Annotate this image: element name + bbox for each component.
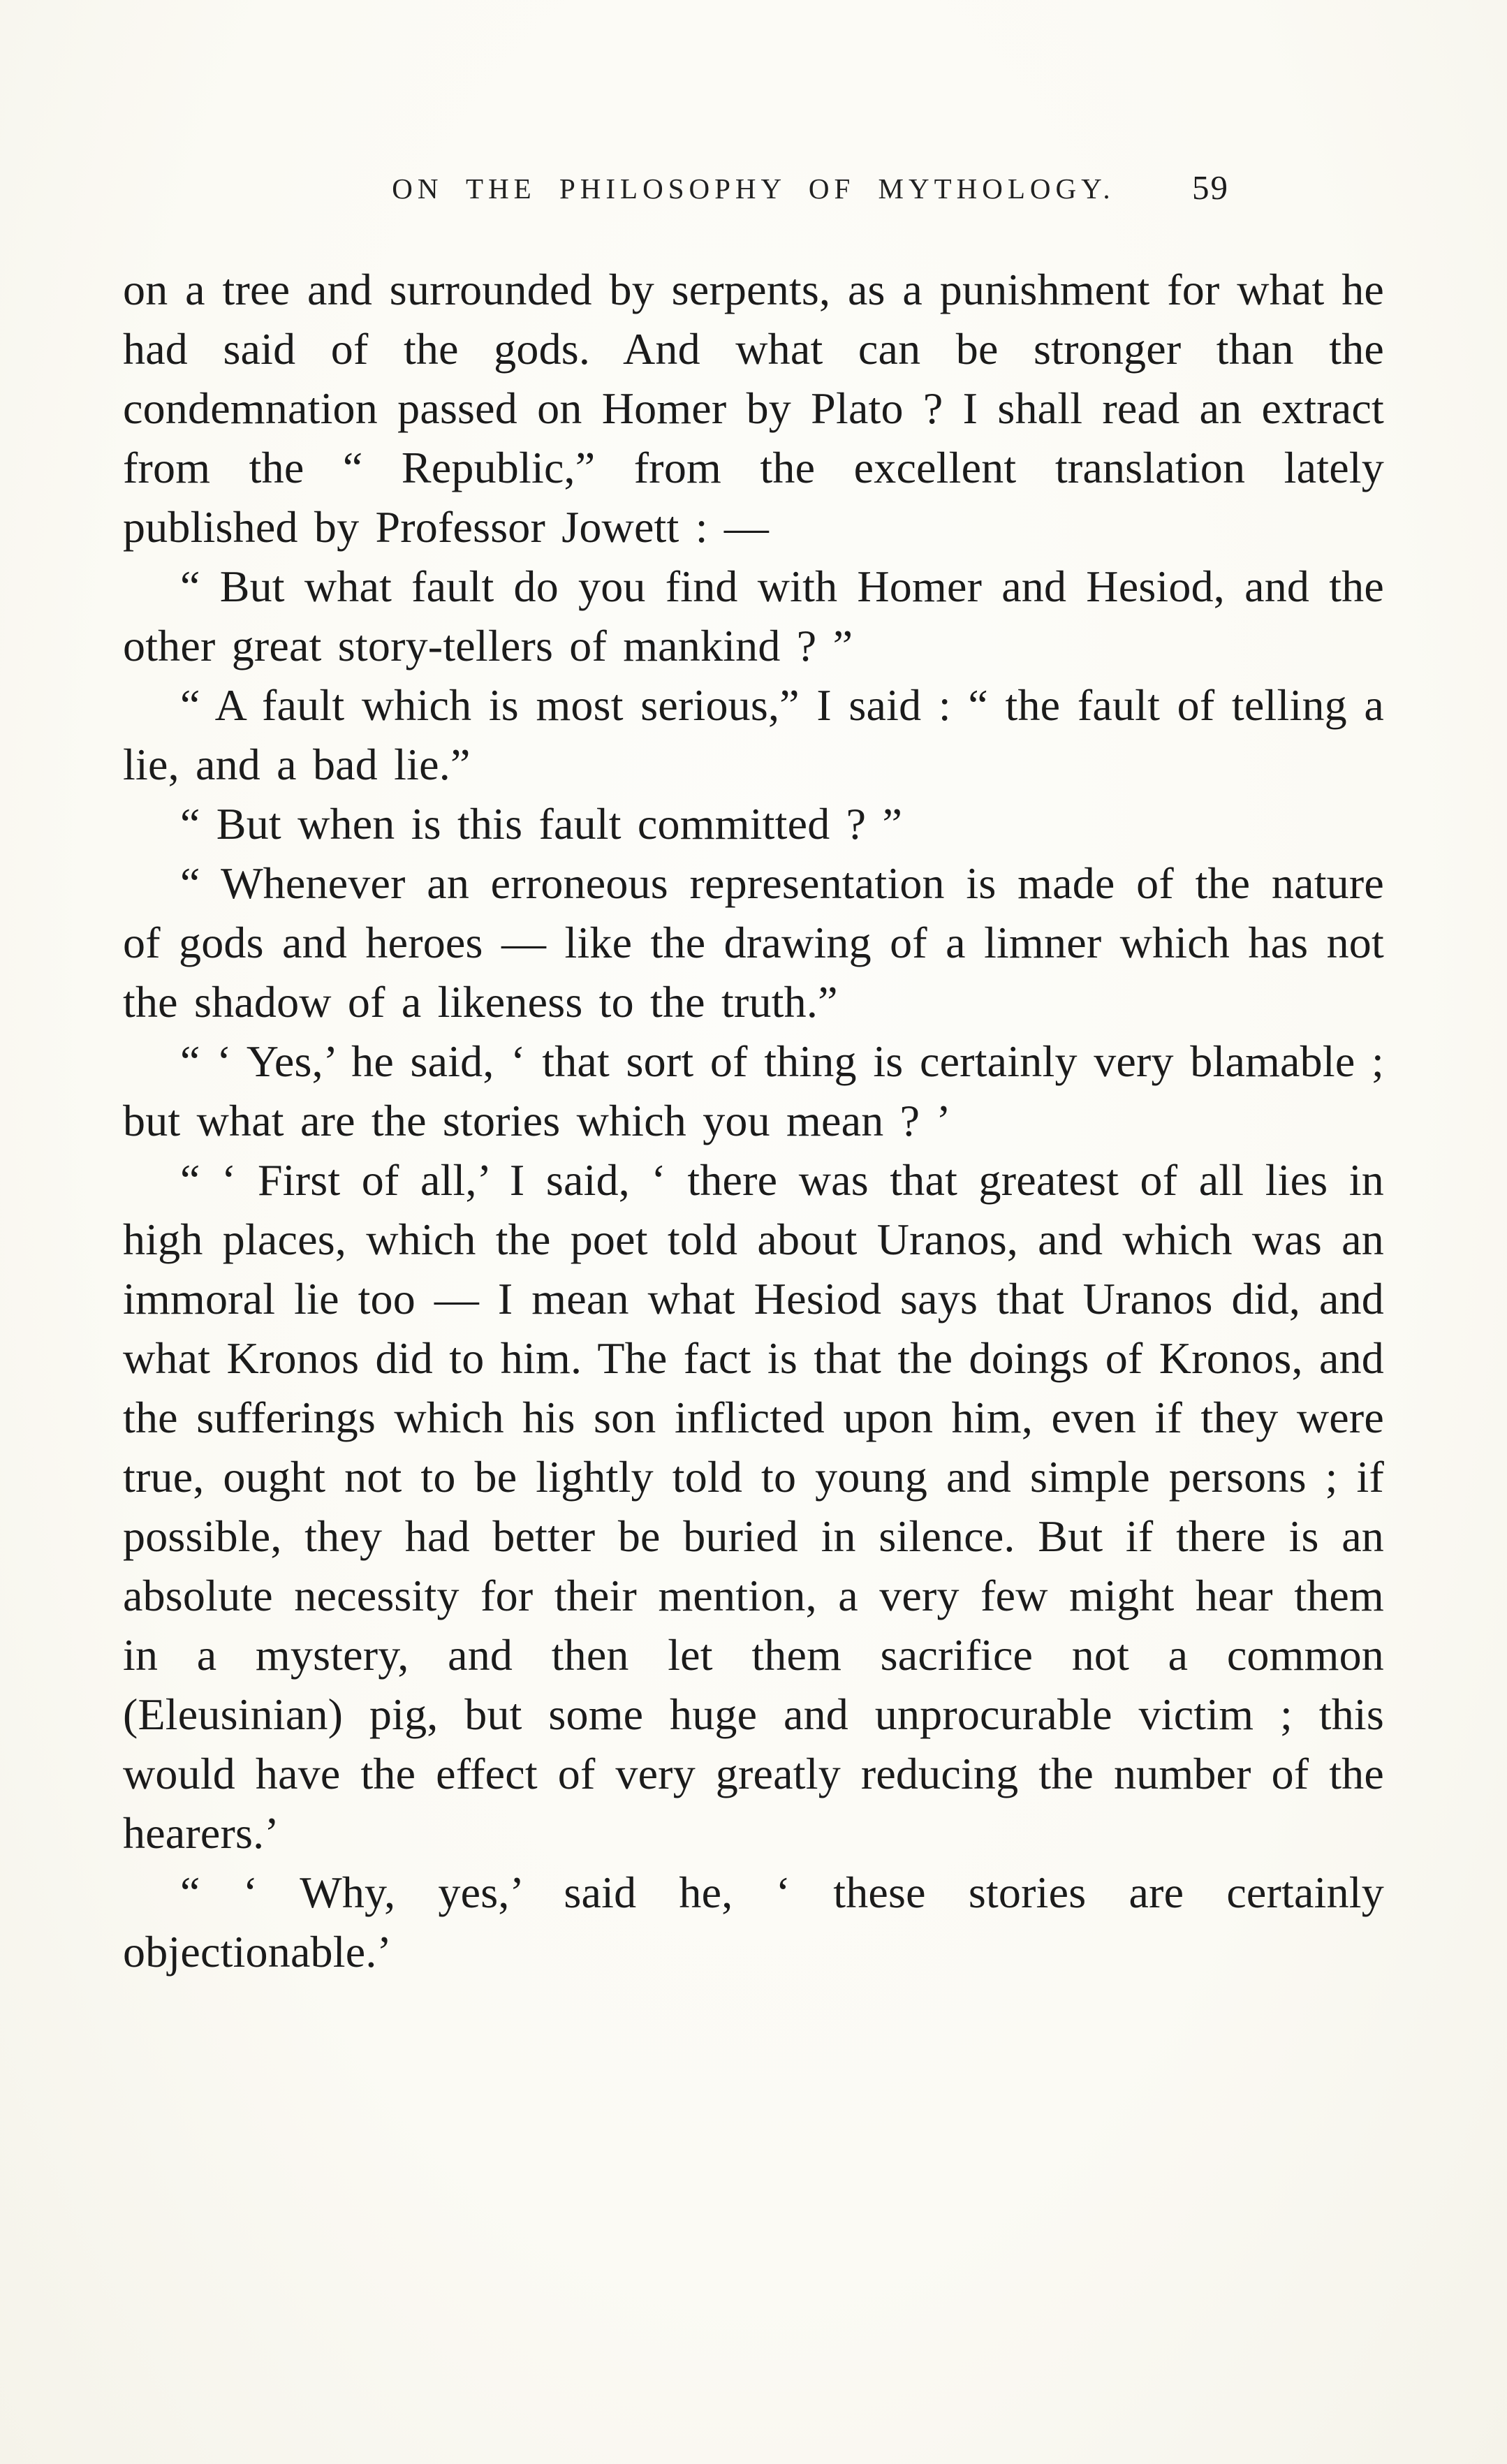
paragraph: “ Whenever an erroneous representation is made of the nature of gods and heroes — like the drawing of a limner which has not the shadow of a likeness to the truth.” (123, 858, 1384, 1027)
text-block (123, 260, 1384, 1981)
header-title: ON THE PHILOSOPHY OF MYTHOLOGY. (392, 173, 1115, 205)
paragraph: “ ‘ Yes,’ he said, ‘ that sort of thing is certainly very blamable ; but what are the stories which you mean ? ’ (123, 1036, 1384, 1145)
paragraph: “ ‘ Why, yes,’ said he, ‘ these stories are certainly objectionable.’ (123, 1868, 1384, 1977)
paragraph: “ A fault which is most serious,” I said : “ the fault of telling a lie, and a bad lie.” (123, 680, 1384, 789)
running-header (123, 168, 1384, 207)
paragraph: “ But what fault do you find with Homer and Hesiod, and the other great story-tellers of mankind ? ” (123, 562, 1384, 670)
paragraph: “ ‘ First of all,’ I said, ‘ there was that greatest of all lies in high places, which the poet told about Uranos, and which was an immoral lie too — I mean what Hesiod says that Uranos did, and what Kronos did to him. The fact is that the doings of Kronos, and the sufferings which his son inflicted upon him, even if they were true, ought not to be lightly told to young and simple persons ; if possible, they had better be buried in silence. But if there is an absolute necessity for their mention, a very few might hear them in a mystery, and then let them sacrifice not a common (Eleusinian) pig, but some huge and unprocurable victim ; this would have the effect of very greatly reducing the number of the hearers.’ (123, 1155, 1384, 1858)
paragraph-continuation: on a tree and surrounded by serpents, as a punishment for what he had said of the gods. And what can be stronger than the condemnation passed on Homer by Plato ? I shall read an extract from the “ Republic,” from the excellent translation lately published by Professor Jowett : — (123, 265, 1384, 552)
paragraph: “ But when is this fault committed ? ” (180, 799, 903, 849)
page-number: 59 (1192, 168, 1229, 207)
